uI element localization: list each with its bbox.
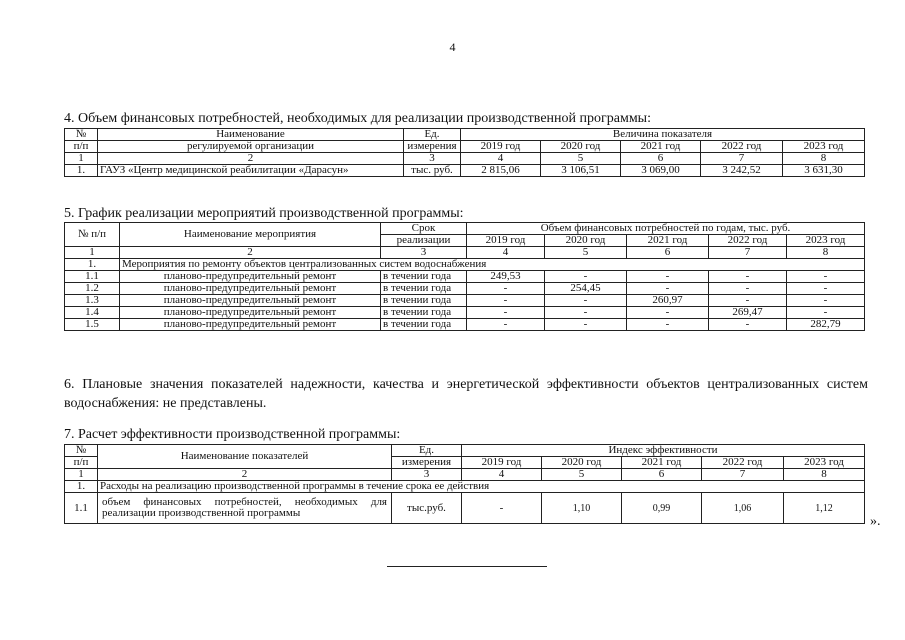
index-cell: 8 [784, 469, 865, 481]
index-cell: 8 [783, 153, 865, 165]
activity-name: планово-предупредительный ремонт [120, 271, 381, 283]
footer-divider [387, 566, 547, 567]
value-cell: - [545, 271, 627, 283]
value-cell: 3 069,00 [621, 165, 701, 177]
index-cell: 7 [709, 247, 787, 259]
table-row [65, 493, 865, 524]
header-cell: Объем финансовых потребностей по годам, тыс. руб. [467, 223, 865, 235]
value-cell: 1,06 [702, 493, 784, 524]
section-4-heading: 4. Объем финансовых потребностей, необходимых для реализации производственной программы: [64, 111, 651, 126]
index-cell: 6 [621, 153, 701, 165]
value-cell: 3 106,51 [541, 165, 621, 177]
group-row [65, 259, 865, 271]
term-cell: в течении года [381, 307, 467, 319]
header-cell: № п/п [65, 223, 120, 247]
header-cell: регулируемой организации [98, 141, 404, 153]
index-cell: 5 [545, 247, 627, 259]
header-cell: п/п [65, 457, 98, 469]
year-header: 2020 год [541, 141, 621, 153]
closing-quote-mark: ». [870, 514, 881, 529]
value-cell: - [467, 295, 545, 307]
header-cell: Величина показателя [461, 129, 865, 141]
value-cell: 249,53 [467, 271, 545, 283]
value-cell: 282,79 [787, 319, 865, 331]
row-number: 1. [65, 481, 98, 493]
index-cell: 6 [627, 247, 709, 259]
index-cell: 1 [65, 469, 98, 481]
header-cell: Ед. [392, 445, 462, 457]
value-cell: - [787, 283, 865, 295]
table-row [65, 295, 865, 307]
value-cell: 254,45 [545, 283, 627, 295]
row-number: 1.2 [65, 283, 120, 295]
indicator-name: объем финансовых потребностей, необходимых для реализации производственной программы [98, 493, 392, 524]
activity-name: планово-предупредительный ремонт [120, 283, 381, 295]
value-cell: - [787, 295, 865, 307]
value-cell: - [545, 307, 627, 319]
value-cell: 3 242,52 [701, 165, 783, 177]
year-header: 2019 год [462, 457, 542, 469]
table-row [65, 307, 865, 319]
value-cell: 0,99 [622, 493, 702, 524]
value-cell: 269,47 [709, 307, 787, 319]
year-header: 2021 год [621, 141, 701, 153]
value-cell: - [787, 271, 865, 283]
index-cell: 2 [98, 153, 404, 165]
value-cell: - [467, 283, 545, 295]
section-7-heading: 7. Расчет эффективности производственной программы: [64, 427, 401, 442]
table-row [65, 283, 865, 295]
row-number: 1.3 [65, 295, 120, 307]
header-cell: Наименование мероприятия [120, 223, 381, 247]
year-header: 2023 год [783, 141, 865, 153]
term-cell: в течении года [381, 295, 467, 307]
term-cell: в течении года [381, 319, 467, 331]
header-cell: Наименование [98, 129, 404, 141]
value-cell: - [627, 283, 709, 295]
value-cell: - [709, 271, 787, 283]
value-cell: - [467, 319, 545, 331]
index-cell: 1 [65, 153, 98, 165]
header-cell: Наименование показателей [98, 445, 392, 469]
activity-name: планово-предупредительный ремонт [120, 295, 381, 307]
year-header: 2022 год [701, 141, 783, 153]
index-cell: 2 [120, 247, 381, 259]
index-cell: 3 [392, 469, 462, 481]
value-cell: - [709, 295, 787, 307]
value-cell: 1,12 [784, 493, 865, 524]
efficiency-table [64, 444, 865, 524]
index-cell: 3 [404, 153, 461, 165]
year-header: 2021 год [627, 235, 709, 247]
year-header: 2022 год [702, 457, 784, 469]
value-cell: - [627, 319, 709, 331]
row-number: 1. [65, 259, 120, 271]
index-cell: 4 [467, 247, 545, 259]
index-cell: 4 [461, 153, 541, 165]
index-cell: 5 [542, 469, 622, 481]
group-row [65, 481, 865, 493]
year-header: 2022 год [709, 235, 787, 247]
value-cell: - [709, 283, 787, 295]
page-number: 4 [449, 40, 456, 54]
row-number: 1.1 [65, 493, 98, 524]
header-cell: измерения [392, 457, 462, 469]
value-cell: - [709, 319, 787, 331]
header-cell: реализации [381, 235, 467, 247]
year-header: 2020 год [542, 457, 622, 469]
row-number: 1. [65, 165, 98, 177]
value-cell: - [787, 307, 865, 319]
value-cell: - [545, 295, 627, 307]
index-cell: 7 [702, 469, 784, 481]
value-cell: 1,10 [542, 493, 622, 524]
value-cell: 3 631,30 [783, 165, 865, 177]
value-cell: - [467, 307, 545, 319]
table-row [65, 271, 865, 283]
header-cell: измерения [404, 141, 461, 153]
year-header: 2023 год [784, 457, 865, 469]
value-cell: 2 815,06 [461, 165, 541, 177]
activity-name: планово-предупредительный ремонт [120, 307, 381, 319]
index-cell: 1 [65, 247, 120, 259]
financial-needs-table [64, 128, 865, 177]
header-cell: № [65, 129, 98, 141]
term-cell: в течении года [381, 283, 467, 295]
index-cell: 4 [462, 469, 542, 481]
organization-name: ГАУЗ «Центр медицинской реабилитации «Дарасун» [98, 165, 404, 177]
year-header: 2019 год [461, 141, 541, 153]
index-cell: 6 [622, 469, 702, 481]
index-cell: 5 [541, 153, 621, 165]
header-cell: Срок [381, 223, 467, 235]
value-cell: 260,97 [627, 295, 709, 307]
section-6-paragraph: 6. Плановые значения показателей надежности, качества и энергетической эффективности объектов централизованных систем водоснабжения: не представлены. [64, 377, 868, 411]
header-cell: Индекс эффективности [462, 445, 865, 457]
year-header: 2019 год [467, 235, 545, 247]
value-cell: - [462, 493, 542, 524]
header-cell: № [65, 445, 98, 457]
table-row [65, 165, 865, 177]
group-name: Расходы на реализацию производственной программы в течение срока ее действия [98, 481, 865, 493]
row-number: 1.5 [65, 319, 120, 331]
group-name: Мероприятия по ремонту объектов централизованных систем водоснабжения [120, 259, 865, 271]
unit-cell: тыс. руб. [404, 165, 461, 177]
term-cell: в течении года [381, 271, 467, 283]
unit-cell: тыс.руб. [392, 493, 462, 524]
index-cell: 2 [98, 469, 392, 481]
header-cell: Ед. [404, 129, 461, 141]
year-header: 2020 год [545, 235, 627, 247]
index-cell: 7 [701, 153, 783, 165]
section-5-heading: 5. График реализации мероприятий производственной программы: [64, 206, 464, 221]
index-cell: 3 [381, 247, 467, 259]
row-number: 1.4 [65, 307, 120, 319]
activity-name: планово-предупредительный ремонт [120, 319, 381, 331]
schedule-table [64, 222, 865, 331]
value-cell: - [627, 271, 709, 283]
header-cell: п/п [65, 141, 98, 153]
year-header: 2023 год [787, 235, 865, 247]
row-number: 1.1 [65, 271, 120, 283]
table-row [65, 319, 865, 331]
index-cell: 8 [787, 247, 865, 259]
value-cell: - [627, 307, 709, 319]
year-header: 2021 год [622, 457, 702, 469]
value-cell: - [545, 319, 627, 331]
